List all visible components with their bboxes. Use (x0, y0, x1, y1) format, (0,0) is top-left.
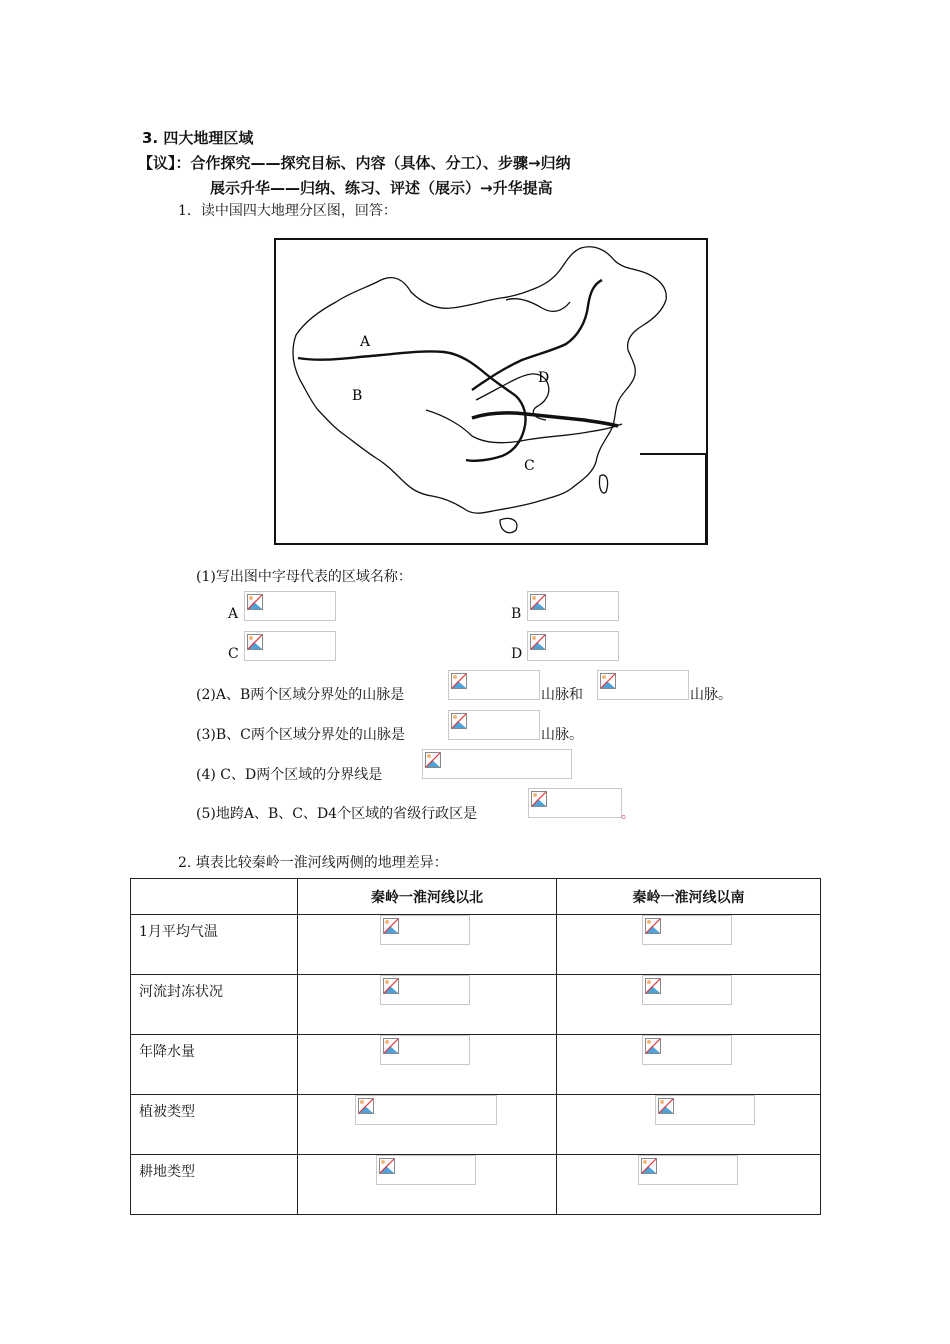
answer-box-south-vegetation[interactable] (655, 1095, 755, 1125)
map-label-c: C (524, 458, 535, 474)
table-row (131, 915, 821, 975)
cell-north (298, 1035, 557, 1095)
inset-border (640, 454, 706, 543)
country-outline (293, 247, 666, 513)
sub3-text-pre: (3)B、C两个区域分界处的山脉是 (196, 727, 405, 743)
answer-box-b[interactable] (527, 591, 619, 621)
cell-north (298, 975, 557, 1035)
broken-image-icon (383, 918, 399, 934)
broken-image-icon (247, 634, 263, 650)
broken-image-icon (645, 978, 661, 994)
answer-box-a[interactable] (244, 591, 336, 621)
table-row (131, 975, 821, 1035)
broken-image-icon (531, 791, 547, 807)
label-c: C (228, 646, 239, 662)
question-2-prompt: 2. 填表比较秦岭一淮河线两侧的地理差异： (178, 855, 448, 871)
answer-box-cd-boundary[interactable] (422, 749, 572, 779)
broken-image-icon (451, 713, 467, 729)
river-north (506, 299, 570, 312)
broken-image-icon (530, 634, 546, 650)
sub5-text-post: 。 (621, 806, 635, 822)
header-north: 秦岭一淮河线以北 (298, 879, 557, 915)
answer-box-south-river-freeze[interactable] (642, 975, 732, 1005)
answer-box-ab-mountain-1[interactable] (448, 670, 540, 700)
sub5-text-pre: (5)地跨A、B、C、D4个区域的省级行政区是 (196, 806, 478, 822)
header-empty (131, 879, 298, 915)
broken-image-icon (425, 752, 441, 768)
table-header-row (131, 879, 821, 915)
question-1-prompt: 1．读中国四大地理分区图，回答： (178, 203, 397, 219)
answer-box-south-farmland[interactable] (638, 1155, 738, 1185)
map-label-d: D (538, 370, 550, 386)
map-label-a: A (360, 334, 371, 350)
broken-image-icon (645, 918, 661, 934)
broken-image-icon (600, 673, 616, 689)
header-south: 秦岭一淮河线以南 (557, 879, 821, 915)
label-d: D (511, 646, 523, 662)
table-row (131, 1035, 821, 1095)
comparison-table (130, 878, 821, 1215)
boundary-a-d (472, 280, 602, 390)
answer-box-c[interactable] (244, 631, 336, 661)
broken-image-icon (641, 1158, 657, 1174)
sub2-text-mid: 山脉和 (541, 687, 583, 703)
sub4-text-pre: (4) C、D两个区域的分界线是 (196, 767, 383, 783)
answer-box-north-river-freeze[interactable] (380, 975, 470, 1005)
broken-image-icon (451, 673, 467, 689)
broken-image-icon (383, 978, 399, 994)
broken-image-icon (358, 1098, 374, 1114)
table-row (131, 1155, 821, 1215)
sub2-text-pre: (2)A、B两个区域分界处的山脉是 (196, 687, 405, 703)
answer-box-north-vegetation[interactable] (355, 1095, 497, 1125)
answer-box-north-precipitation[interactable] (380, 1035, 470, 1065)
cell-south (557, 975, 821, 1035)
map-drawing (276, 240, 706, 543)
discuss-line-1: 【议】：合作探究——探究目标、内容（具体、分工）、步骤→归纳 (138, 154, 571, 172)
cell-south (557, 1035, 821, 1095)
answer-box-d[interactable] (527, 631, 619, 661)
broken-image-icon (383, 1038, 399, 1054)
cell-south (557, 1095, 821, 1155)
cell-north (298, 915, 557, 975)
broken-image-icon (658, 1098, 674, 1114)
broken-image-icon (645, 1038, 661, 1054)
row-label-precipitation: 年降水量 (131, 1035, 298, 1095)
sub2-text-post: 山脉。 (690, 687, 732, 703)
label-a: A (228, 606, 239, 622)
sub3-text-post: 山脉。 (541, 727, 583, 743)
broken-image-icon (530, 594, 546, 610)
boundary-b-c (466, 396, 526, 461)
row-label-vegetation: 植被类型 (131, 1095, 298, 1155)
answer-box-province[interactable] (528, 788, 622, 818)
broken-image-icon (247, 594, 263, 610)
answer-box-north-jan-temp[interactable] (380, 915, 470, 945)
cell-south (557, 915, 821, 975)
answer-box-south-precipitation[interactable] (642, 1035, 732, 1065)
table-row (131, 1095, 821, 1155)
cell-north (298, 1095, 557, 1155)
row-label-river-freeze: 河流封冻状况 (131, 975, 298, 1035)
sub1-prompt: (1)写出图中字母代表的区域名称： (196, 569, 412, 585)
hainan-island (500, 518, 517, 532)
boundary-a-b (298, 351, 516, 396)
answer-box-south-jan-temp[interactable] (642, 915, 732, 945)
china-regions-map (274, 238, 708, 545)
row-label-farmland: 耕地类型 (131, 1155, 298, 1215)
answer-box-north-farmland[interactable] (376, 1155, 476, 1185)
discuss-line-2: 展示升华——归纳、练习、评述（展示）→升华提高 (210, 179, 553, 197)
label-b: B (511, 606, 522, 622)
answer-box-bc-mountain[interactable] (448, 710, 540, 740)
broken-image-icon (379, 1158, 395, 1174)
map-label-b: B (352, 388, 363, 404)
cell-north (298, 1155, 557, 1215)
answer-box-ab-mountain-2[interactable] (597, 670, 689, 700)
section-title: 3. 四大地理区域 (142, 129, 254, 147)
cell-south (557, 1155, 821, 1215)
row-label-jan-temp: 1月平均气温 (131, 915, 298, 975)
taiwan-island (599, 475, 607, 493)
